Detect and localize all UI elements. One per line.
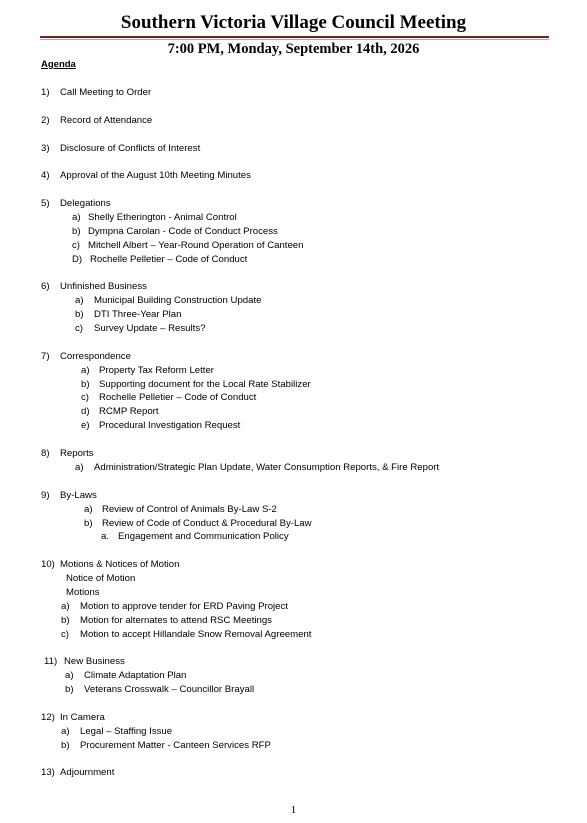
- notice-of-motion-label: Notice of Motion: [66, 573, 136, 584]
- agenda-item-number: 6): [41, 281, 50, 292]
- agenda-subitem-marker: c): [81, 392, 89, 403]
- agenda-subitem: [84, 504, 277, 516]
- agenda-item: [41, 767, 114, 779]
- title-rule: [40, 36, 549, 38]
- agenda-item-number: 5): [41, 198, 50, 209]
- agenda-subitem: [81, 420, 240, 432]
- agenda-subitem-marker: a): [81, 365, 90, 376]
- agenda-subitem-marker: a.: [101, 531, 110, 542]
- agenda-subitem-marker: b): [75, 309, 84, 320]
- agenda-heading: Agenda: [41, 59, 76, 70]
- agenda-item: [41, 448, 94, 460]
- agenda-item-number: 1): [41, 87, 50, 98]
- agenda-subitem-text: Motion to approve tender for ERD Paving Project: [80, 601, 288, 612]
- agenda-item: [41, 198, 111, 210]
- agenda-item-text: Delegations: [60, 198, 111, 209]
- agenda-item: [41, 559, 179, 571]
- agenda-subitem-text: Rochelle Pelletier – Code of Conduct: [90, 254, 248, 265]
- agenda-subitem-text: Municipal Building Construction Update: [94, 295, 262, 306]
- agenda-subitem: [81, 392, 256, 404]
- agenda-subitem-text: Motion for alternates to attend RSC Meetings: [80, 615, 272, 626]
- agenda-subitem-text: Procedural Investigation Request: [99, 420, 241, 431]
- agenda-subitem-text: Rochelle Pelletier – Code of Conduct: [99, 392, 257, 403]
- agenda-subitem-marker: a): [61, 601, 70, 612]
- agenda-item-number: 4): [41, 170, 50, 181]
- agenda-subitem-text: Review of Code of Conduct & Procedural By-Law: [102, 518, 312, 529]
- agenda-item-text: By-Laws: [60, 490, 97, 501]
- agenda-item-number: 3): [41, 143, 50, 154]
- agenda-subitem-marker: c): [61, 629, 69, 640]
- agenda-subitem-text: Motion to accept Hillandale Snow Removal Agreement: [80, 629, 312, 640]
- agenda-item-text: Motions & Notices of Motion: [60, 559, 180, 570]
- agenda-item-number: 12): [41, 712, 55, 723]
- agenda-subitem: [101, 531, 289, 543]
- agenda-subitem-text: Veterans Crosswalk – Councillor Brayall: [84, 684, 255, 695]
- agenda-subitem-marker: b): [61, 615, 70, 626]
- agenda-subitem: [75, 323, 205, 335]
- agenda-item-number: 8): [41, 448, 50, 459]
- agenda-subitem-text: Legal – Staffing Issue: [80, 726, 173, 737]
- agenda-item-text: Call Meeting to Order: [60, 87, 152, 98]
- agenda-item: [41, 712, 105, 724]
- agenda-subitem-text: RCMP Report: [99, 406, 159, 417]
- agenda-item: [41, 87, 151, 99]
- agenda-subitem-marker: c): [72, 240, 80, 251]
- agenda-subitem-marker: b): [84, 518, 93, 529]
- agenda-subitem-marker: a): [61, 726, 70, 737]
- agenda-subitem-text: DTI Three-Year Plan: [94, 309, 182, 320]
- agenda-item: [41, 351, 131, 363]
- agenda-subitem-marker: a): [75, 462, 84, 473]
- agenda-item-number: 2): [41, 115, 50, 126]
- agenda-item-text: Approval of the August 10th Meeting Minutes: [60, 170, 251, 181]
- agenda-subitem: [65, 670, 186, 682]
- agenda-item: [41, 115, 152, 127]
- agenda-subitem-marker: b): [61, 740, 70, 751]
- agenda-item-text: Unfinished Business: [60, 281, 147, 292]
- agenda-subitem: [75, 295, 261, 307]
- agenda-subitem: [81, 379, 311, 391]
- agenda-subitem: [72, 254, 247, 266]
- agenda-item-text: Disclosure of Conflicts of Interest: [60, 143, 201, 154]
- agenda-item: [44, 656, 125, 668]
- agenda-item-number: 11): [44, 656, 58, 667]
- agenda-subitem-marker: a): [84, 504, 93, 515]
- agenda-subitem-marker: D): [72, 254, 83, 265]
- agenda-item-text: New Business: [64, 656, 125, 667]
- agenda-item-number: 7): [41, 351, 50, 362]
- agenda-subitem: [61, 615, 272, 627]
- agenda-item: [41, 490, 97, 502]
- agenda-item: [41, 170, 251, 182]
- agenda-subitem: [61, 740, 271, 752]
- motions-label: Motions: [66, 587, 100, 598]
- agenda-item: [41, 281, 147, 293]
- agenda-subitem: [75, 462, 439, 474]
- agenda-subitem: [81, 365, 214, 377]
- page-title: Southern Victoria Village Council Meeting: [120, 12, 467, 33]
- agenda-subitem-marker: e): [81, 420, 90, 431]
- agenda-subitem-text: Supporting document for the Local Rate Stabilizer: [99, 379, 311, 390]
- agenda-subitem-marker: b): [81, 379, 90, 390]
- agenda-subitem-marker: d): [81, 406, 90, 417]
- agenda-subitem: [72, 240, 303, 252]
- page-number: 1: [290, 804, 297, 816]
- agenda-subitem: [84, 518, 312, 530]
- agenda-subitem-marker: a): [65, 670, 74, 681]
- agenda-item-text: Reports: [60, 448, 94, 459]
- agenda-subitem: [75, 309, 181, 321]
- agenda-subitem-text: Review of Control of Animals By-Law S-2: [102, 504, 277, 515]
- agenda-subitem: [61, 601, 288, 613]
- meeting-datetime: 7:00 PM, Monday, September 14th, 2026: [167, 41, 420, 57]
- agenda-subitem-text: Dympna Carolan - Code of Conduct Process: [88, 226, 278, 237]
- agenda-subitem-text: Climate Adaptation Plan: [84, 670, 187, 681]
- agenda-subitem-marker: a): [75, 295, 84, 306]
- agenda-subitem-marker: b): [72, 226, 81, 237]
- agenda-item-text: In Camera: [60, 712, 105, 723]
- agenda-subitem: [72, 226, 278, 238]
- agenda-item-number: 13): [41, 767, 55, 778]
- agenda-subitem-text: Mitchell Albert – Year-Round Operation of Canteen: [88, 240, 304, 251]
- agenda-subitem-text: Procurement Matter - Canteen Services RFP: [80, 740, 271, 751]
- agenda-subitem-text: Survey Update – Results?: [94, 323, 206, 334]
- agenda-subitem-text: Administration/Strategic Plan Update, Water Consumption Reports, & Fire Report: [94, 462, 440, 473]
- agenda-subitem-marker: b): [65, 684, 74, 695]
- agenda-subitem: [61, 629, 311, 641]
- agenda-subitem: [72, 212, 237, 224]
- agenda-item-number: 9): [41, 490, 50, 501]
- agenda-item: [41, 143, 200, 155]
- agenda-subitem-text: Property Tax Reform Letter: [99, 365, 214, 376]
- agenda-subitem: [81, 406, 159, 418]
- agenda-subitem-text: Engagement and Communication Policy: [118, 531, 289, 542]
- agenda-item-text: Record of Attendance: [60, 115, 153, 126]
- agenda-subitem-text: Shelly Etherington - Animal Control: [88, 212, 237, 223]
- agenda-subitem: [61, 726, 172, 738]
- agenda-item-text: Adjournment: [60, 767, 115, 778]
- agenda-item-text: Correspondence: [60, 351, 131, 362]
- agenda-subitem-marker: a): [72, 212, 81, 223]
- agenda-subitem: [65, 684, 254, 696]
- title-rule-shadow: [40, 39, 549, 40]
- agenda-subitem-marker: c): [75, 323, 83, 334]
- agenda-item-number: 10): [41, 559, 55, 570]
